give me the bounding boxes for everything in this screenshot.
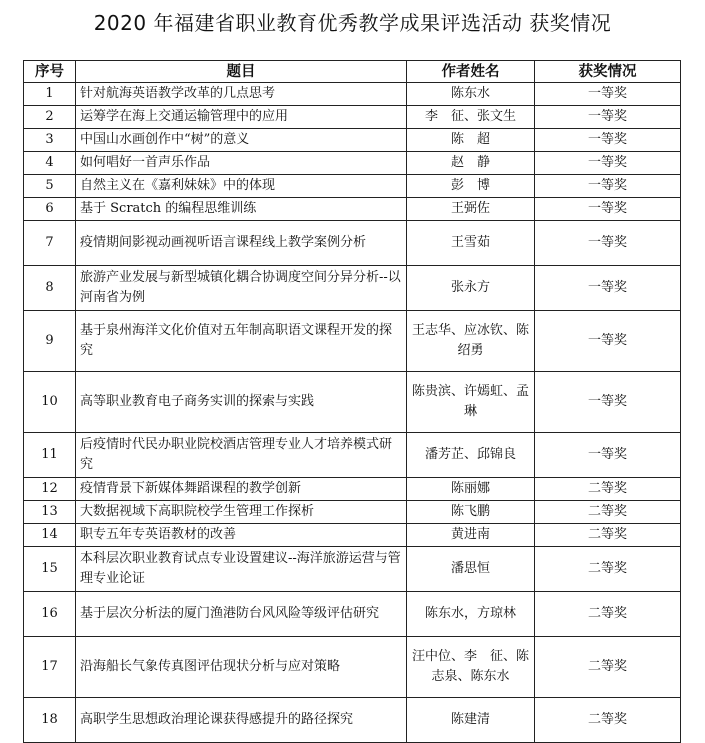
row-author: 陈贵滨、许嫣虹、孟 琳 [407,372,535,433]
row-award: 二等奖 [535,501,681,524]
row-number: 6 [24,198,76,221]
row-number: 13 [24,501,76,524]
row-number: 10 [24,372,76,433]
row-award: 一等奖 [535,221,681,266]
row-title: 如何唱好一首声乐作品 [76,152,407,175]
table-row [24,637,681,698]
row-title: 疫情期间影视动画视听语言课程线上教学案例分析 [76,221,407,266]
row-award: 二等奖 [535,698,681,743]
row-author: 汪中位、李 征、陈志泉、陈东水 [407,637,535,698]
table-row [24,524,681,547]
row-title: 旅游产业发展与新型城镇化耦合协调度空间分异分析--以河南省为例 [76,266,407,311]
table-row [24,547,681,592]
row-award: 一等奖 [535,433,681,478]
awards-table [23,60,681,743]
table-row [24,311,681,372]
table-header-row [24,61,681,83]
row-award: 一等奖 [535,152,681,175]
row-author: 王志华、应冰钦、陈绍勇 [407,311,535,372]
row-number: 7 [24,221,76,266]
row-number: 16 [24,592,76,637]
row-award: 一等奖 [535,372,681,433]
row-author: 潘思恒 [407,547,535,592]
header-title: 题目 [76,61,407,83]
row-award: 一等奖 [535,83,681,106]
row-award: 二等奖 [535,592,681,637]
row-number: 11 [24,433,76,478]
table-row [24,433,681,478]
table-row [24,198,681,221]
row-author: 陈 超 [407,129,535,152]
row-number: 2 [24,106,76,129]
row-author: 张永方 [407,266,535,311]
row-author: 彭 博 [407,175,535,198]
row-number: 14 [24,524,76,547]
table-row [24,175,681,198]
page-title: 2020 年福建省职业教育优秀教学成果评选活动 获奖情况 [93,11,612,35]
row-number: 17 [24,637,76,698]
header-author: 作者姓名 [407,61,535,83]
table-row [24,698,681,743]
row-title: 基于泉州海洋文化价值对五年制高职语文课程开发的探究 [76,311,407,372]
row-author: 陈飞鹏 [407,501,535,524]
row-title: 基于层次分析法的厦门渔港防台风风险等级评估研究 [76,592,407,637]
row-number: 8 [24,266,76,311]
row-author: 王雪茹 [407,221,535,266]
row-author: 陈建清 [407,698,535,743]
row-number: 4 [24,152,76,175]
row-award: 二等奖 [535,637,681,698]
table-row [24,106,681,129]
row-number: 12 [24,478,76,501]
row-number: 9 [24,311,76,372]
table-row [24,83,681,106]
row-title: 针对航海英语教学改革的几点思考 [76,83,407,106]
row-title: 高等职业教育电子商务实训的探索与实践 [76,372,407,433]
row-award: 二等奖 [535,547,681,592]
row-title: 运筹学在海上交通运输管理中的应用 [76,106,407,129]
table-row [24,129,681,152]
header-award: 获奖情况 [535,61,681,83]
row-author: 陈东水 [407,83,535,106]
row-author: 赵 静 [407,152,535,175]
row-author: 黄进南 [407,524,535,547]
header-no: 序号 [24,61,76,83]
row-title: 后疫情时代民办职业院校酒店管理专业人才培养模式研究 [76,433,407,478]
row-title: 职专五年专英语教材的改善 [76,524,407,547]
row-author: 王弼佐 [407,198,535,221]
row-number: 1 [24,83,76,106]
row-award: 一等奖 [535,175,681,198]
row-title: 中国山水画创作中“树”的意义 [76,129,407,152]
table-row [24,152,681,175]
row-award: 一等奖 [535,129,681,152]
row-author: 潘芳芷、邱锦良 [407,433,535,478]
table-row [24,501,681,524]
row-title: 本科层次职业教育试点专业设置建议--海洋旅游运营与管理专业论证 [76,547,407,592]
table-row [24,372,681,433]
row-title: 高职学生思想政治理论课获得感提升的路径探究 [76,698,407,743]
row-award: 一等奖 [535,311,681,372]
row-title: 自然主义在《嘉利妹妹》中的体现 [76,175,407,198]
row-author: 陈丽娜 [407,478,535,501]
row-title: 疫情背景下新媒体舞蹈课程的教学创新 [76,478,407,501]
row-number: 3 [24,129,76,152]
row-number: 15 [24,547,76,592]
row-title: 基于 Scratch 的编程思维训练 [76,198,407,221]
row-title: 大数据视域下高职院校学生管理工作探析 [76,501,407,524]
row-award: 二等奖 [535,478,681,501]
row-award: 一等奖 [535,266,681,311]
row-award: 一等奖 [535,106,681,129]
row-author: 李 征、张文生 [407,106,535,129]
row-author: 陈东水，方琼林 [407,592,535,637]
table-row [24,266,681,311]
table-row [24,221,681,266]
row-title: 沿海船长气象传真图评估现状分析与应对策略 [76,637,407,698]
table-row [24,592,681,637]
row-number: 5 [24,175,76,198]
table-row [24,478,681,501]
row-number: 18 [24,698,76,743]
row-award: 二等奖 [535,524,681,547]
row-award: 一等奖 [535,198,681,221]
